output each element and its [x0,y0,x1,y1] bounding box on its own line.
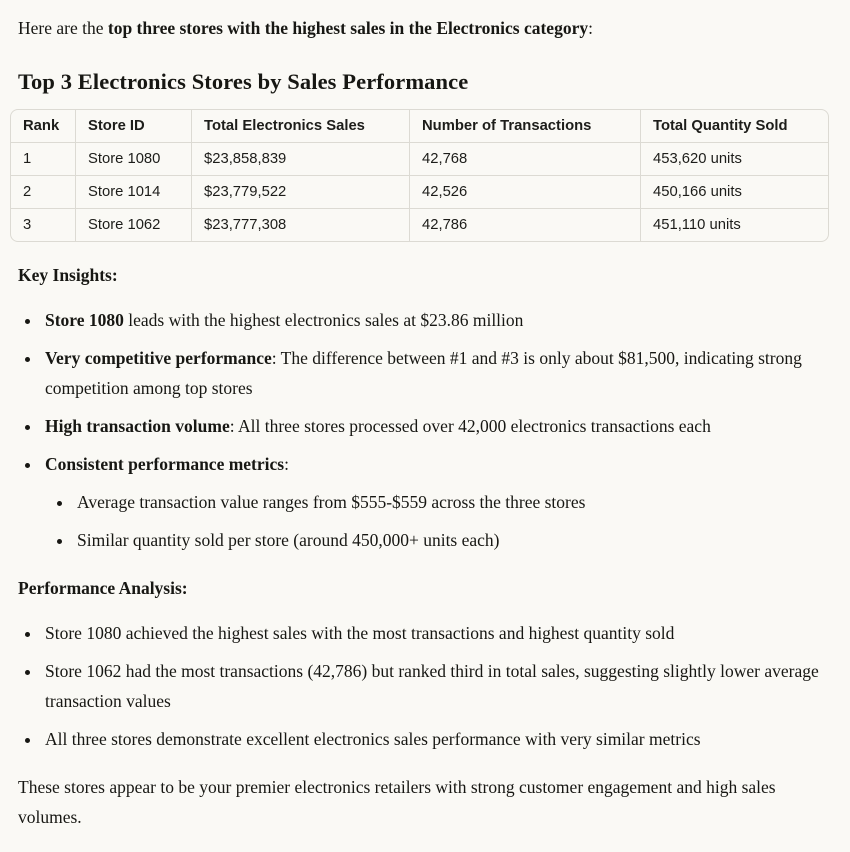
cell-rank: 1 [11,143,76,176]
list-item [42,449,832,555]
cell-quantity: 453,620 units [641,143,828,176]
cell-rank: 2 [11,176,76,209]
list-item-text: leads with the highest electronics sales at $23.86 million [123,310,524,330]
intro-prefix: Here are the [18,18,108,38]
list-item-bold: Consistent performance metrics [45,454,285,474]
column-header-store-id: Store ID [76,110,192,143]
cell-transactions: 42,768 [410,143,641,176]
cell-store-id: Store 1062 [76,209,192,241]
intro-paragraph [18,13,832,43]
cell-quantity: 450,166 units [641,176,828,209]
table-row [11,209,828,241]
list-item-text: : [284,454,289,474]
page-title: Top 3 Electronics Stores by Sales Performance [18,69,469,94]
column-header-sales: Total Electronics Sales [192,110,410,143]
list-item-text: : The difference between #1 and #3 is only about $81,500, indicating strong competition among top stores [45,348,802,398]
list-item-text: : All three stores processed over 42,000 electronics transactions each [229,416,711,436]
column-header-rank: Rank [11,110,76,143]
column-header-transactions: Number of Transactions [410,110,641,143]
cell-rank: 3 [11,209,76,241]
cell-sales: $23,858,839 [192,143,410,176]
list-item-bold: Store 1080 [45,310,124,330]
intro-bold: top three stores with the highest sales in the Electronics category [107,18,589,38]
cell-quantity: 451,110 units [653,217,741,233]
list-item [42,411,832,441]
sub-list-item: • Average transaction value ranges from $555-$559 across the three stores [74,487,832,517]
list-item: • All three stores demonstrate excellent electronics sales performance with very similar metrics [42,724,832,754]
list-item: • Store 1062 had the most transactions (42,786) but ranked third in total sales, suggesting slightly lower average transaction values [42,656,832,716]
cell-transactions: 42,786 [410,209,641,241]
key-insights-sublist [45,487,832,555]
key-insights-heading: Key Insights: [18,265,118,285]
performance-analysis-heading: Performance Analysis: [18,578,188,598]
cell-store-id: Store 1014 [76,176,192,209]
cell-transactions: 42,526 [410,176,641,209]
sub-list-item: • Similar quantity sold per store (around 450,000+ units each) [74,525,832,555]
table-header-row [11,110,828,143]
list-item: • Store 1080 achieved the highest sales with the most transactions and highest quantity sold [42,618,832,648]
key-insights-list [18,305,832,555]
cell-store-id: Store 1080 [76,143,192,176]
table-row [11,176,828,209]
intro-suffix: : [588,18,593,38]
performance-analysis-list [18,618,832,754]
table-row [11,143,828,176]
list-item-bold: High transaction volume [45,416,230,436]
cell-sales: $23,779,522 [192,176,410,209]
closing-paragraph: These stores appear to be your premier electronics retailers with strong customer engagement and high sales volumes. [18,777,776,827]
cell-sales: $23,777,308 [192,209,410,241]
sales-table [10,109,829,242]
list-item [42,343,832,403]
list-item-bold: Very competitive performance [45,348,272,368]
list-item [42,305,832,335]
column-header-quantity: Total Quantity Sold [641,110,828,143]
